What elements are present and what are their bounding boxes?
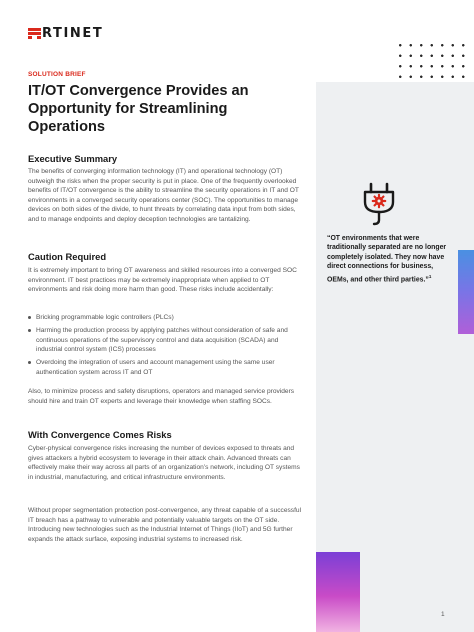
list-item: Bricking programmable logic controllers (PLCs) [28, 313, 306, 323]
plug-icon [361, 180, 397, 228]
doc-type-label: SOLUTION BRIEF [28, 71, 86, 78]
pull-quote-text: “OT environments that were traditionally separated are no longer completely isolated. They now have direct connections for business, OEMs, and other third parties.” [327, 235, 447, 283]
footnote-marker: 1 [428, 273, 432, 279]
convergence-body-2: Without proper segmentation protection post-convergence, any threat capable of a successful IT breach has a pathway to vulnerable and potentially valuable targets on the OT side. Introducing new technologies such as the Industrial Internet of Things (IIoT) and 5G further expands the attack surface, exposing industrial systems to increased risk. [28, 507, 302, 543]
fortinet-logo [28, 26, 103, 41]
fortinet-logo-glyph [28, 28, 41, 39]
heading-convergence-risks: With Convergence Comes Risks [28, 429, 172, 440]
gradient-accent-bottom [316, 552, 360, 632]
gear-icon [373, 195, 385, 207]
list-item: Overdoing the integration of users and account management using the same user authentication system across IT and OT [28, 358, 306, 377]
executive-summary-body: The benefits of converging information technology (IT) and operational technology (OT) outweigh the risks when the proper security is put in place. One of the frequently overlooked benefits of IT/OT convergence is the ability to streamline the security operations in IT and OT environments in a converged security operations center (SOC). The opportunities to manage devices on both sides of the divide, to hunt threats by correlating data input from both sides, and to manage endpoints and deploy deception technologies are tantalizing. [28, 168, 299, 223]
heading-caution-required: Caution Required [28, 251, 107, 262]
gradient-accent-right [458, 250, 474, 334]
page-title: IT/OT Convergence Provides an Opportunity for Streamlining Operations [28, 83, 249, 135]
caution-closing: Also, to minimize process and safety disruptions, operators and managed service providers should hire and train OT experts and leverage their knowledge when staffing SOCs. [28, 388, 295, 405]
list-item: Harming the production process by applying patches without consideration of safe and continuous operations of the supervisory control and data acquisition (SCADA) and industrial control system (ICS) processes [28, 326, 306, 355]
risk-list [28, 313, 306, 381]
heading-executive-summary: Executive Summary [28, 153, 118, 164]
page-number: 1 [441, 611, 445, 618]
logo-wordmark: RTINET [42, 26, 104, 41]
caution-intro: It is extremely important to bring OT awareness and skilled resources into a converged SOC environment. IT best practices may be extremely inappropriate when applied to OT environments and risk doing more harm than good. These risks include accidentally: [28, 267, 297, 294]
convergence-body-1: Cyber-physical convergence risks increasing the number of devices exposed to threats and gives attackers a hybrid ecosystem to leverage in their attack chain. Advanced threats can effectively make their way across all parts of an organization’s network, including OT systems in industrial, manufacturing, and critical infrastructure environments. [28, 445, 300, 481]
sidebar-panel [316, 82, 474, 632]
pull-quote [327, 234, 453, 284]
